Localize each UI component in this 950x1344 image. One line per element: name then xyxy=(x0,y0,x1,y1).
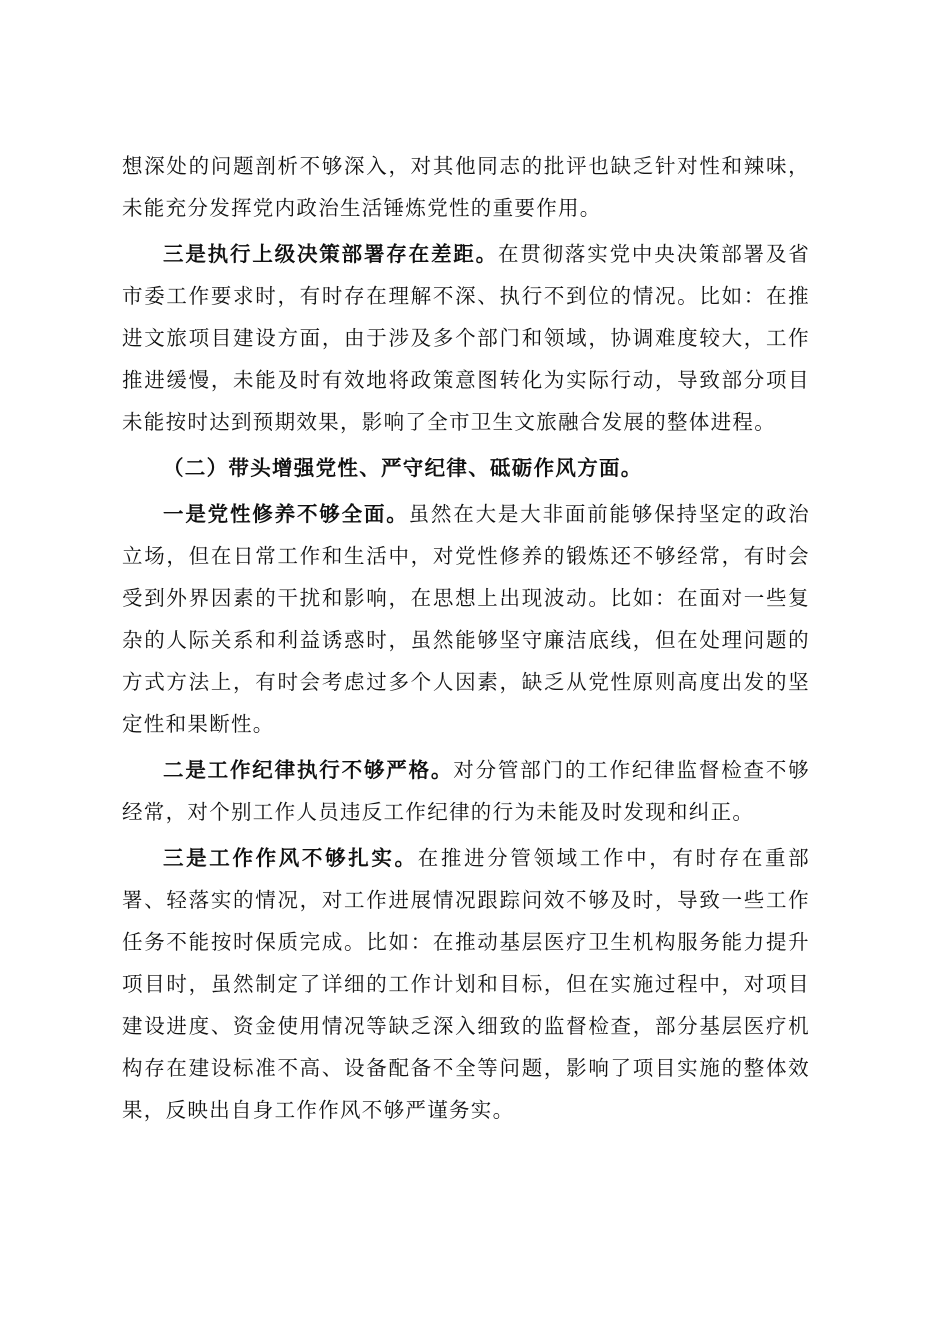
paragraph-text: 想深处的问题剖析不够深入，对其他同志的批评也缺乏针对性和辣味，未能充分发挥党内政治生活锤炼党性的重要作用。 xyxy=(122,154,810,220)
paragraph-point-3-decision-execution xyxy=(122,233,810,443)
paragraph-text: 对分管部门的工作纪律监督检查不够经常，对个别工作人员违反工作纪律的行为未能及时发现和纠正。 xyxy=(122,758,810,824)
paragraph-point-1-party-spirit xyxy=(122,493,810,745)
paragraph-lead: 三是工作作风不够扎实。 xyxy=(163,846,418,870)
paragraph-point-2-work-discipline xyxy=(122,749,810,833)
paragraph-text: 在推进分管领域工作中，有时存在重部署、轻落实的情况，对工作进展情况跟踪问效不够及时，导致一些工作任务不能按时保质完成。比如：在推动基层医疗卫生机构服务能力提升项目时，虽然制定了详细的工作计划和目标，但在实施过程中，对项目建设进度、资金使用情况等缺乏深入细致的监督检查，部分基层医疗机构存在建设标准不高、设备配备不全等问题，影响了项目实施的整体效果，反映出自身工作作风不够严谨务实。 xyxy=(122,846,810,1122)
paragraph-text: 在贯彻落实党中央决策部署及省市委工作要求时，有时存在理解不深、执行不到位的情况。比如：在推进文旅项目建设方面，由于涉及多个部门和领域，协调难度较大，工作推进缓慢，未能及时有效地将政策意图转化为实际行动，导致部分项目未能按时达到预期效果，影响了全市卫生文旅融合发展的整体进程。 xyxy=(122,242,811,434)
paragraph-text: 虽然在大是大非面前能够保持坚定的政治立场，但在日常工作和生活中，对党性修养的锻炼还不够经常，有时会受到外界因素的干扰和影响，在思想上出现波动。比如：在面对一些复杂的人际关系和利益诱惑时，虽然能够坚守廉洁底线，但在处理问题的方式方法上，有时会考虑过多个人因素，缺乏从党性原则高度出发的坚定性和果断性。 xyxy=(122,502,810,736)
document-body xyxy=(122,145,810,1135)
paragraph-continued xyxy=(122,145,810,229)
paragraph-lead: 一是党性修养不够全面。 xyxy=(163,502,409,526)
paragraph-point-3-work-style xyxy=(122,837,810,1131)
paragraph-lead: 二是工作纪律执行不够严格。 xyxy=(163,758,454,782)
paragraph-lead: 三是执行上级决策部署存在差距。 xyxy=(163,242,498,266)
section-heading: （二）带头增强党性、严守纪律、砥砺作风方面。 xyxy=(163,456,643,480)
